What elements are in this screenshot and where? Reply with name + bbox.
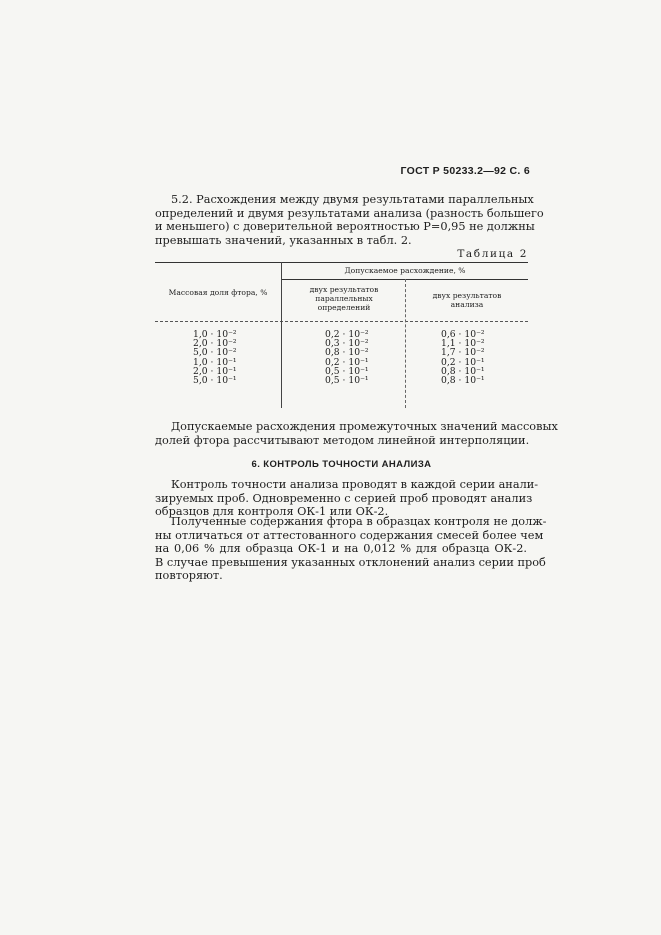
paragraph-5-2 <box>155 193 544 247</box>
table-cell: 0,3 · 10⁻² <box>325 338 369 350</box>
table-cell: 0,5 · 10⁻¹ <box>325 365 369 377</box>
text-line: определений и двумя результатами анализа (разность большего <box>155 206 544 220</box>
table-cell: 1,1 · 10⁻² <box>441 338 485 350</box>
table-cell: 2,0 · 10⁻² <box>193 338 237 350</box>
section-6-title: 6. КОНТРОЛЬ ТОЧНОСТИ АНАЛИЗА <box>251 459 432 470</box>
text-line: зируемых проб. Одновременно с серией проб проводят анализ <box>155 491 533 505</box>
text-line: Допускаемые расхождения промежуточных значений массовых <box>171 420 558 433</box>
table-cell: 0,5 · 10⁻¹ <box>325 375 369 387</box>
table-cell: 1,0 · 10⁻¹ <box>193 356 237 368</box>
text-line: превышать значений, указанных в табл. 2. <box>155 233 412 247</box>
table-cell: 5,0 · 10⁻² <box>193 347 237 359</box>
table-caption: Таблица 2 <box>457 248 528 260</box>
text-line: повторяют. <box>155 569 223 583</box>
table-cell: 0,2 · 10⁻² <box>325 329 369 340</box>
table-cell: 2,0 · 10⁻¹ <box>193 365 237 377</box>
header-bottom-rule <box>155 321 528 322</box>
paragraph-interpolation <box>155 420 558 447</box>
paragraph-6-1 <box>155 478 539 519</box>
col-parallel <box>325 330 369 385</box>
col-analysis <box>441 330 485 385</box>
text-line: 5.2. Расхождения между двумя результатами параллельных <box>171 193 534 206</box>
paragraph-6-2 <box>155 515 547 583</box>
text-line: В случае превышения указанных отклонений анализ серии проб <box>155 555 546 569</box>
col3-header: двух результатов анализа <box>432 291 502 309</box>
table-cell: 0,2 · 10⁻¹ <box>325 356 369 368</box>
table-cell: 0,8 · 10⁻¹ <box>441 365 485 377</box>
table-cell: 1,7 · 10⁻² <box>441 347 485 359</box>
text-line: Полученные содержания фтора в образцах контроля не долж- <box>171 515 547 528</box>
text-line: образцов для контроля ОК-1 или ОК-2. <box>155 505 389 519</box>
col-mass-fraction <box>193 330 237 385</box>
col2-header: двух результатов параллельных определений <box>309 285 379 312</box>
group-header: Допускаемое расхождение, % <box>344 266 466 275</box>
table-top-rule <box>155 262 528 263</box>
table-cell: 0,8 · 10⁻¹ <box>441 375 485 387</box>
text-line: на 0,06 % для образца ОК-1 и на 0,012 % для образца ОК-2. <box>155 542 527 556</box>
text-line: долей фтора рассчитывают методом линейной интерполяции. <box>155 433 530 447</box>
table-2 <box>155 262 528 412</box>
table-cell: 0,2 · 10⁻¹ <box>441 356 485 368</box>
page-header: ГОСТ Р 50233.2—92 С. 6 <box>400 165 530 177</box>
col1-header: Массовая доля фтора, % <box>168 288 268 297</box>
table-cell: 0,8 · 10⁻² <box>325 347 369 359</box>
column-divider <box>281 262 282 408</box>
table-cell: 1,0 · 10⁻² <box>193 329 237 340</box>
table-cell: 0,6 · 10⁻² <box>441 329 485 340</box>
column-divider <box>405 279 406 408</box>
text-line: и меньшего) с доверительной вероятностью P=0,95 не должны <box>155 220 535 234</box>
text-line: Контроль точности анализа проводят в каждой серии анали- <box>171 478 539 491</box>
table-cell: 5,0 · 10⁻¹ <box>193 375 237 387</box>
text-line: ны отличаться от аттестованного содержания смесей более чем <box>155 528 544 542</box>
